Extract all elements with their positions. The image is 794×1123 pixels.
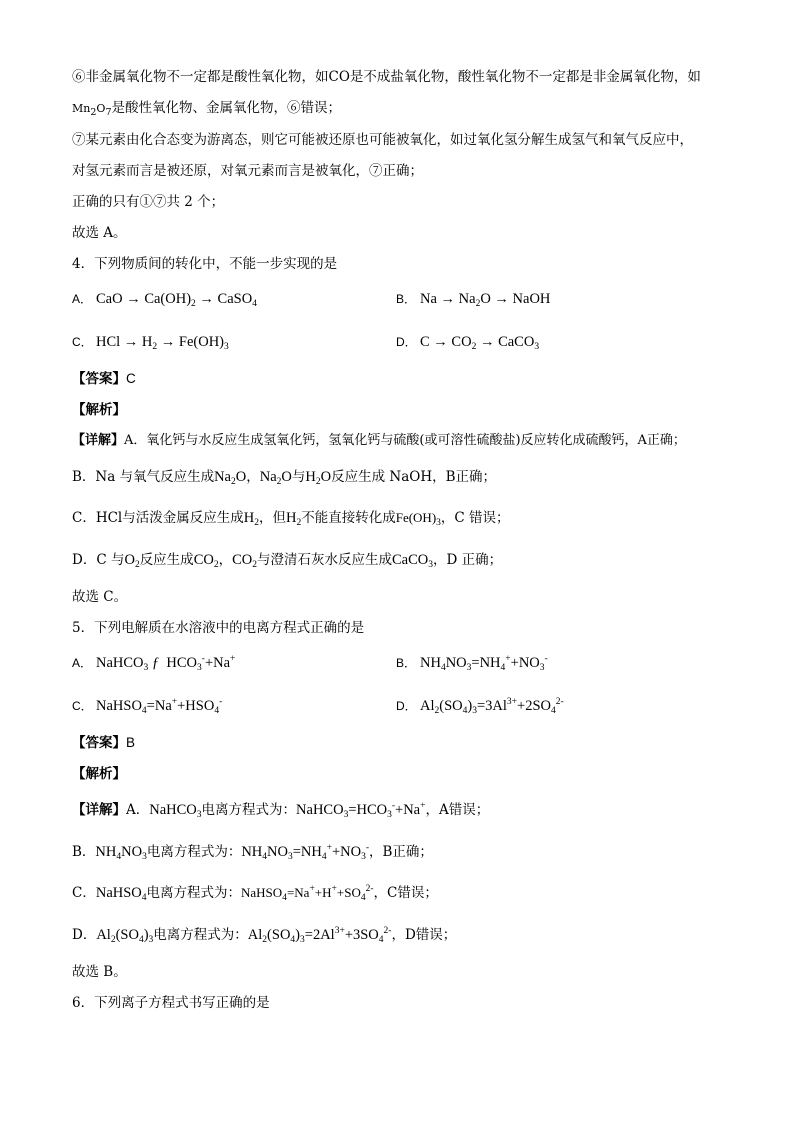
q4-choice: 故选 C。 <box>72 589 128 605</box>
q4-answer: 【答案】C <box>72 371 136 387</box>
q5-option-b: B． $NH_4NO_3=NH_4^++NO_3^-$ <box>396 654 548 673</box>
q5-answer: 【答案】B <box>72 735 136 751</box>
para-7-line-1: ⑦某元素由化合态变为游离态，则它可能被还原也可能被氧化，如过氧化氢分解生成氢气和氧气反应中， <box>72 132 693 148</box>
q4-detail-a: 【详解】A．氧化钙与水反应生成氢氧化钙，氢氧化钙与硫酸(或可溶性硫酸盐)反应转化成硫酸钙，A正确； <box>72 433 686 448</box>
q5-detail-d: D．$Al_2(SO_4)_3$电离方程式为：$Al_2(SO_4)_3=2Al^{3+}+3SO_4^{2-}$，D错误； <box>72 926 457 945</box>
q4-detail-b: B．Na 与氧气反应生成$Na_2O$，$Na_2O$与$H_2O$反应生成 NaOH，B正确； <box>72 469 497 487</box>
question-4-stem: 4．下列物质间的转化中，不能一步实现的是 <box>72 256 338 272</box>
q5-detail-c: C．NaHSO$_4$电离方程式为：$NaHSO_4=Na^++H^++SO_4^{2-}$，C错误； <box>72 884 438 903</box>
q4-analysis-tag: 【解析】 <box>72 402 126 418</box>
q4-option-a: A． CaO → $Ca(OH)_2$ → CaSO$_4$ <box>72 291 257 309</box>
para-7-line-2: 对氢元素而言是被还原，对氧元素而言是被氧化，⑦正确； <box>72 163 423 179</box>
q4-detail-c: C．HCl与活泼金属反应生成$H_2$，但$H_2$不能直接转化成$Fe(OH)_3$，C 错误； <box>72 510 510 528</box>
q5-detail-a: 【详解】A．NaHCO$_3$电离方程式为：$NaHCO_3=HCO_3^-+Na^+$，A错误； <box>72 801 490 820</box>
q5-choice: 故选 B。 <box>72 964 127 980</box>
q5-option-d: D． $Al_2(SO_4)_3=3Al^{3+}+2SO_4^{2-}$ <box>396 697 564 716</box>
q4-option-c: C． HCl → $H_2 \to Fe(OH)_3$ <box>72 334 229 352</box>
question-5-stem: 5．下列电解质在水溶液中的电离方程式正确的是 <box>72 620 365 636</box>
q5-option-a: A． NaHCO$_3$ ƒ $HCO_3^-+Na^+$ <box>72 654 236 673</box>
q5-option-c: C． $NaHSO_4=Na^++HSO_4^-$ <box>72 697 223 716</box>
summary-q3: 正确的只有①⑦共 2 个； <box>72 194 225 210</box>
para-6-line-1: ⑥非金属氧化物不一定都是酸性氧化物，如CO是不成盐氧化物，酸性氧化物不一定都是非金属氧化物，如 <box>72 69 701 85</box>
q4-option-d: D． $C \to CO_2$ → CaCO$_3$ <box>396 334 540 352</box>
para-6-line-2: $Mn_2O_7$是酸性氧化物、金属氧化物，⑥错误； <box>72 100 341 118</box>
choice-q3: 故选 A。 <box>72 225 127 241</box>
q5-detail-b: B．$NH_4NO_3$电离方程式为：$NH_4NO_3=NH_4^++NO_3^-$，B正确； <box>72 843 433 862</box>
q4-detail-d: D．C 与$O_2$反应生成$CO_2$，$CO_2$与澄清石灰水反应生成CaCO$_3$，D 正确； <box>72 552 503 570</box>
q4-option-b: B． $Na \to Na_2O$ → NaOH <box>396 291 551 309</box>
q5-analysis-tag: 【解析】 <box>72 766 126 782</box>
question-6-stem: 6．下列离子方程式书写正确的是 <box>72 995 270 1011</box>
